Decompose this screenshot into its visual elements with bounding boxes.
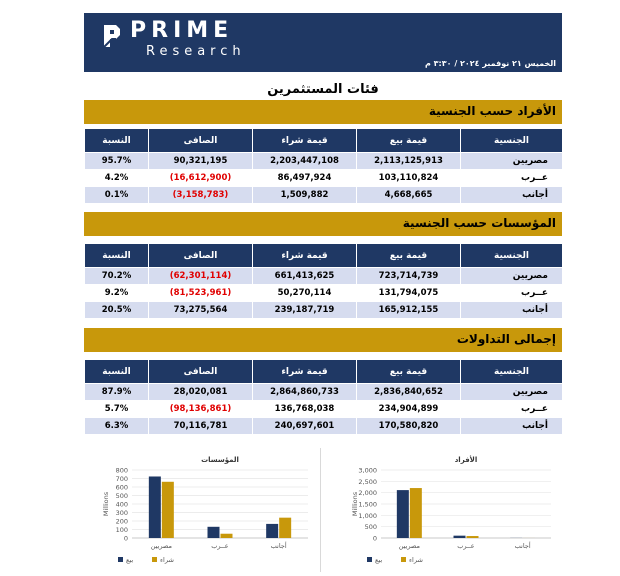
y-tick-label: 400 <box>115 500 128 509</box>
cell-pct: 4.2% <box>85 170 149 187</box>
cell-buy: 240,697,601 <box>253 418 357 435</box>
legend-swatch <box>367 557 372 562</box>
prime-logo-icon <box>102 23 122 49</box>
cell-buy: 136,768,038 <box>253 401 357 418</box>
y-tick-label: 0 <box>372 534 377 543</box>
cell-net: (98,136,861) <box>149 401 253 418</box>
cell-buy: 2,864,860,733 <box>253 384 357 401</box>
section-title: المؤسسات حسب الجنسية <box>402 216 556 230</box>
y-tick-label: 1,500 <box>358 500 377 509</box>
bar-sell <box>208 527 220 538</box>
y-tick-label: 600 <box>115 483 128 492</box>
cell-nationality: أجانب <box>461 418 563 435</box>
cell-sell: 2,113,125,913 <box>357 153 461 170</box>
cell-net: (81,523,961) <box>149 285 253 302</box>
cell-pct: 20.5% <box>85 302 149 319</box>
column-header-pct: النسبة <box>85 129 149 153</box>
table-row <box>85 384 563 401</box>
legend-label: شراء <box>160 556 174 564</box>
x-category-label: أجانب <box>514 542 531 550</box>
cell-buy: 86,497,924 <box>253 170 357 187</box>
column-header-sell: قيمة بيع <box>357 129 461 153</box>
column-header-nationality: الجنسية <box>461 360 563 384</box>
y-tick-label: 300 <box>115 509 128 517</box>
column-header-buy: قيمة شراء <box>253 360 357 384</box>
cell-sell: 4,668,665 <box>357 187 461 204</box>
table-row <box>85 153 563 170</box>
cell-nationality: مصريين <box>461 384 563 401</box>
cell-sell: 2,836,840,652 <box>357 384 461 401</box>
y-tick-label: 800 <box>115 466 128 475</box>
bar-sell <box>266 524 278 538</box>
cell-sell: 723,714,739 <box>357 268 461 285</box>
cell-buy: 50,270,114 <box>253 285 357 302</box>
cell-buy: 2,203,447,108 <box>253 153 357 170</box>
section-title: إجمالى التداولات <box>456 332 556 346</box>
column-header-pct: النسبة <box>85 244 149 268</box>
cell-net: 73,275,564 <box>149 302 253 319</box>
report-date: الخميس ٢١ نوفمبر ٢٠٢٤ / ٣:٣٠ م <box>425 59 556 68</box>
y-tick-label: 500 <box>115 492 128 500</box>
cell-pct: 6.3% <box>85 418 149 435</box>
column-header-net: الصافى <box>149 244 253 268</box>
section-title: الأفراد حسب الجنسية <box>428 104 556 118</box>
cell-sell: 234,904,899 <box>357 401 461 418</box>
cell-nationality: عــرب <box>461 285 563 302</box>
column-header-nationality: الجنسية <box>461 244 563 268</box>
cell-sell: 165,912,155 <box>357 302 461 319</box>
logo-subtitle: Research <box>146 44 246 59</box>
cell-nationality: مصريين <box>461 268 563 285</box>
column-header-net: الصافى <box>149 360 253 384</box>
table-row <box>85 268 563 285</box>
x-category-label: مصريين <box>150 542 173 550</box>
chart-title: الأفراد <box>454 456 478 464</box>
column-header-buy: قيمة شراء <box>253 244 357 268</box>
y-tick-label: 2,000 <box>358 489 377 498</box>
table-header-row <box>85 244 563 268</box>
y-tick-label: 500 <box>364 523 377 532</box>
x-category-label: عــرب <box>457 542 475 550</box>
cell-pct: 95.7% <box>85 153 149 170</box>
bar-sell <box>397 490 409 538</box>
individuals-chart <box>320 448 562 572</box>
chart-title: المؤسسات <box>201 456 239 464</box>
y-axis-label: Millions <box>351 491 359 517</box>
bar-buy <box>410 488 422 538</box>
y-axis-label: Millions <box>102 491 110 517</box>
column-header-sell: قيمة بيع <box>357 360 461 384</box>
column-header-sell: قيمة بيع <box>357 244 461 268</box>
cell-net: 70,116,781 <box>149 418 253 435</box>
legend-label: بيع <box>126 556 134 564</box>
logo-wordmark: PRIME <box>130 18 234 43</box>
legend-swatch <box>152 557 157 562</box>
table-row <box>85 401 563 418</box>
legend-label: شراء <box>409 556 423 564</box>
institutions-table <box>84 243 563 319</box>
cell-pct: 9.2% <box>85 285 149 302</box>
cell-buy: 1,509,882 <box>253 187 357 204</box>
bar-sell <box>149 476 161 538</box>
cell-buy: 661,413,625 <box>253 268 357 285</box>
legend-swatch <box>118 557 123 562</box>
legend-swatch <box>401 557 406 562</box>
individuals-bar-chart <box>321 448 563 572</box>
cell-nationality: أجانب <box>461 187 563 204</box>
bar-buy <box>467 536 479 538</box>
y-tick-label: 3,000 <box>358 466 377 475</box>
legend-label: بيع <box>375 556 383 564</box>
cell-sell: 131,794,075 <box>357 285 461 302</box>
bar-sell <box>454 536 466 538</box>
cell-net: 90,321,195 <box>149 153 253 170</box>
cell-net: (62,301,114) <box>149 268 253 285</box>
bar-buy <box>162 482 174 538</box>
column-header-net: الصافى <box>149 129 253 153</box>
x-category-label: أجانب <box>270 542 287 550</box>
table-row <box>85 187 563 204</box>
cell-pct: 0.1% <box>85 187 149 204</box>
table-row <box>85 285 563 302</box>
cell-net: (3,158,783) <box>149 187 253 204</box>
y-tick-label: 2,500 <box>358 477 377 486</box>
report-header <box>84 13 562 72</box>
y-tick-label: 1,000 <box>358 511 377 520</box>
section-totals-header <box>84 328 562 352</box>
bar-buy <box>221 534 233 538</box>
cell-pct: 70.2% <box>85 268 149 285</box>
x-category-label: مصريين <box>398 542 421 550</box>
cell-nationality: مصريين <box>461 153 563 170</box>
column-header-buy: قيمة شراء <box>253 129 357 153</box>
y-tick-label: 700 <box>115 475 128 483</box>
table-row <box>85 418 563 435</box>
table-header-row <box>85 360 563 384</box>
y-tick-label: 200 <box>115 517 128 526</box>
cell-sell: 170,580,820 <box>357 418 461 435</box>
cell-nationality: عــرب <box>461 401 563 418</box>
table-header-row <box>85 129 563 153</box>
page-title: فئات المستثمرين <box>267 82 379 97</box>
y-tick-label: 100 <box>115 526 128 534</box>
y-tick-label: 0 <box>123 534 128 543</box>
cell-nationality: أجانب <box>461 302 563 319</box>
x-category-label: عــرب <box>211 542 229 550</box>
section-institutions-header <box>84 212 562 236</box>
institutions-chart <box>84 448 316 572</box>
table-row <box>85 170 563 187</box>
cell-net: 28,020,081 <box>149 384 253 401</box>
cell-sell: 103,110,824 <box>357 170 461 187</box>
cell-pct: 5.7% <box>85 401 149 418</box>
column-header-pct: النسبة <box>85 360 149 384</box>
column-header-nationality: الجنسية <box>461 129 563 153</box>
table-row <box>85 302 563 319</box>
cell-net: (16,612,900) <box>149 170 253 187</box>
totals-table <box>84 359 563 435</box>
section-individuals-header <box>84 100 562 124</box>
bar-buy <box>279 518 291 538</box>
individuals-table <box>84 128 563 204</box>
institutions-bar-chart <box>84 448 316 572</box>
cell-buy: 239,187,719 <box>253 302 357 319</box>
cell-pct: 87.9% <box>85 384 149 401</box>
cell-nationality: عــرب <box>461 170 563 187</box>
